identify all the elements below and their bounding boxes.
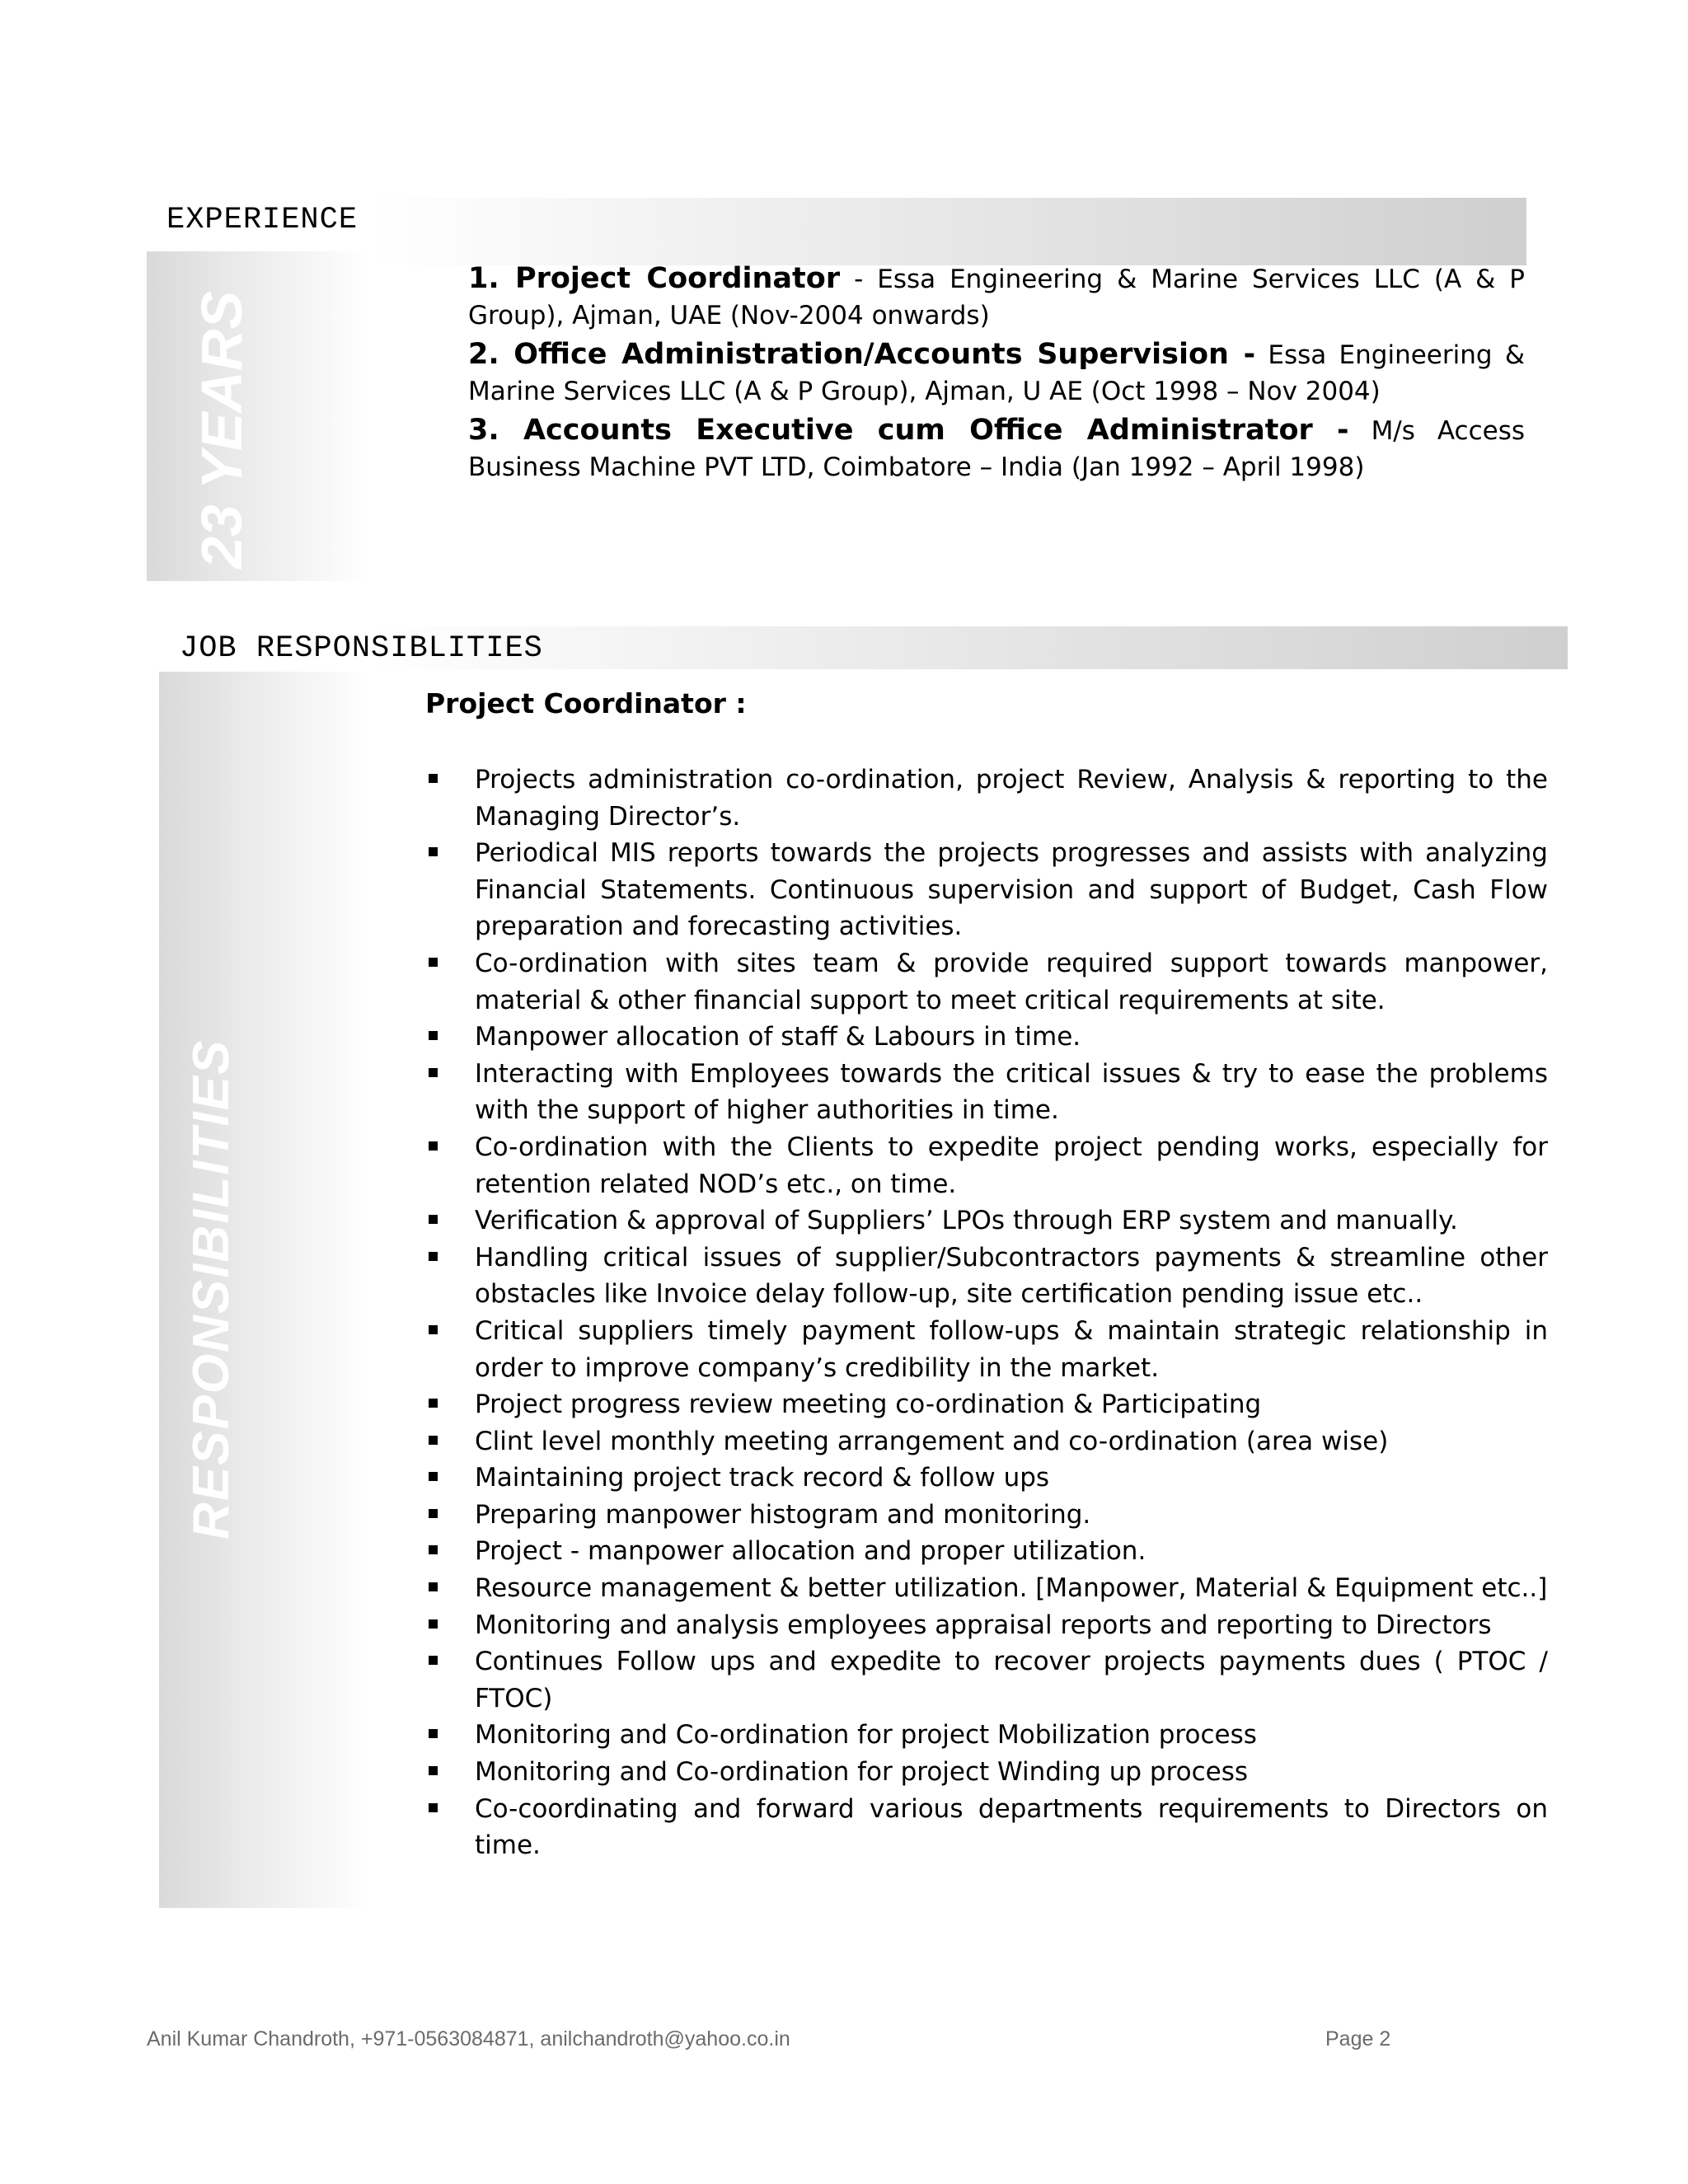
responsibilities-heading: JOB RESPONSIBLITIES <box>180 631 543 666</box>
list-item: Projects administration co-ordination, project Review, Analysis & reporting to the Managing Director’s. <box>425 762 1548 835</box>
experience-item <box>468 336 1525 410</box>
square-bullet-icon <box>429 1141 438 1151</box>
square-bullet-icon <box>429 774 438 783</box>
experience-item-detail: Essa Engineering & Marine Services LLC (A & P Group), Ajman, UAE (Nov-2004 onwards) <box>468 265 1525 330</box>
square-bullet-icon <box>429 1031 438 1040</box>
square-bullet-icon <box>429 1068 438 1077</box>
square-bullet-icon <box>429 1472 438 1481</box>
list-item: Co-ordination with the Clients to expedite project pending works, especially for retention related NOD’s etc., on time. <box>425 1129 1548 1202</box>
list-item: Manpower allocation of staff & Labours in time. <box>425 1019 1548 1056</box>
role-subheading: Project Coordinator : <box>425 687 747 719</box>
experience-item-title: 3. Accounts Executive cum Office Administrator - <box>468 414 1349 447</box>
square-bullet-icon <box>429 1325 438 1334</box>
experience-heading: EXPERIENCE <box>166 203 359 237</box>
list-item: Maintaining project track record & follow ups <box>425 1460 1548 1497</box>
square-bullet-icon <box>429 1619 438 1629</box>
years-side-label: 23 YEARS <box>190 290 254 569</box>
list-item: Handling critical issues of supplier/Subcontractors payments & streamline other obstacles like Invoice delay follow-up, site certification pending issue etc.. <box>425 1240 1548 1313</box>
list-item: Monitoring and Co-ordination for project Winding up process <box>425 1754 1548 1791</box>
square-bullet-icon <box>429 1215 438 1224</box>
responsibilities-header-bar <box>369 626 1568 669</box>
list-item: Periodical MIS reports towards the projects progresses and assists with analyzing Financial Statements. Continuous supervision and support of Budget, Cash Flow preparation and forecasting activities. <box>425 835 1548 945</box>
list-item: Co-ordination with sites team & provide required support towards manpower, material & other financial support to meet critical requirements at site. <box>425 945 1548 1019</box>
experience-list <box>468 260 1525 488</box>
square-bullet-icon <box>429 1509 438 1518</box>
experience-item-detail: Essa Engineering & Marine Services LLC (A & P Group), Ajman, U AE (Oct 1998 – Nov 2004) <box>468 340 1525 406</box>
list-item: Co-coordinating and forward various departments requirements to Directors on time. <box>425 1791 1548 1864</box>
experience-item <box>468 412 1525 485</box>
list-item: Interacting with Employees towards the critical issues & try to ease the problems with the support of higher authorities in time. <box>425 1056 1548 1129</box>
list-item: Project progress review meeting co-ordination & Participating <box>425 1386 1548 1423</box>
experience-header-bar <box>369 198 1526 265</box>
experience-item-title: 1. Project Coordinator <box>468 262 841 295</box>
experience-side-panel <box>147 251 371 581</box>
experience-item-detail: M/s Access Business Machine PVT LTD, Coimbatore – India (Jan 1992 – April 1998) <box>468 416 1525 482</box>
page-number: Page 2 <box>1325 2027 1391 2050</box>
list-item: Monitoring and Co-ordination for project Mobilization process <box>425 1717 1548 1754</box>
square-bullet-icon <box>429 1252 438 1261</box>
square-bullet-icon <box>429 847 438 856</box>
square-bullet-icon <box>429 1656 438 1665</box>
responsibilities-side-label: RESPONSIBILITIES <box>183 1038 240 1540</box>
square-bullet-icon <box>429 1803 438 1812</box>
list-item: Clint level monthly meeting arrangement and co-ordination (area wise) <box>425 1423 1548 1460</box>
list-item: Project - manpower allocation and proper utilization. <box>425 1533 1548 1570</box>
responsibility-list <box>425 762 1548 1864</box>
square-bullet-icon <box>429 1766 438 1775</box>
square-bullet-icon <box>429 1436 438 1445</box>
list-item: Continues Follow ups and expedite to recover projects payments dues ( PTOC / FTOC) <box>425 1643 1548 1717</box>
square-bullet-icon <box>429 1545 438 1554</box>
footer-contact: Anil Kumar Chandroth, +971-0563084871, anilchandroth@yahoo.co.in <box>147 2027 790 2050</box>
experience-item: 1. Project Coordinator - Essa Engineering & Marine Services LLC (A & P Group), Ajman, UAE (Nov-2004 onwards) <box>468 262 1525 330</box>
square-bullet-icon <box>429 1399 438 1408</box>
experience-item-title: 2. Office Administration/Accounts Supervision - <box>468 338 1256 371</box>
list-item: Verification & approval of Suppliers’ LPOs through ERP system and manually. <box>425 1202 1548 1240</box>
square-bullet-icon <box>429 1729 438 1738</box>
list-item: Monitoring and analysis employees appraisal reports and reporting to Directors <box>425 1607 1548 1644</box>
square-bullet-icon <box>429 958 438 967</box>
list-item: Resource management & better utilization. [Manpower, Material & Equipment etc..] <box>425 1570 1548 1607</box>
square-bullet-icon <box>429 1582 438 1591</box>
list-item: Critical suppliers timely payment follow-ups & maintain strategic relationship in order to improve company’s credibility in the market. <box>425 1313 1548 1386</box>
list-item: Preparing manpower histogram and monitoring. <box>425 1497 1548 1534</box>
